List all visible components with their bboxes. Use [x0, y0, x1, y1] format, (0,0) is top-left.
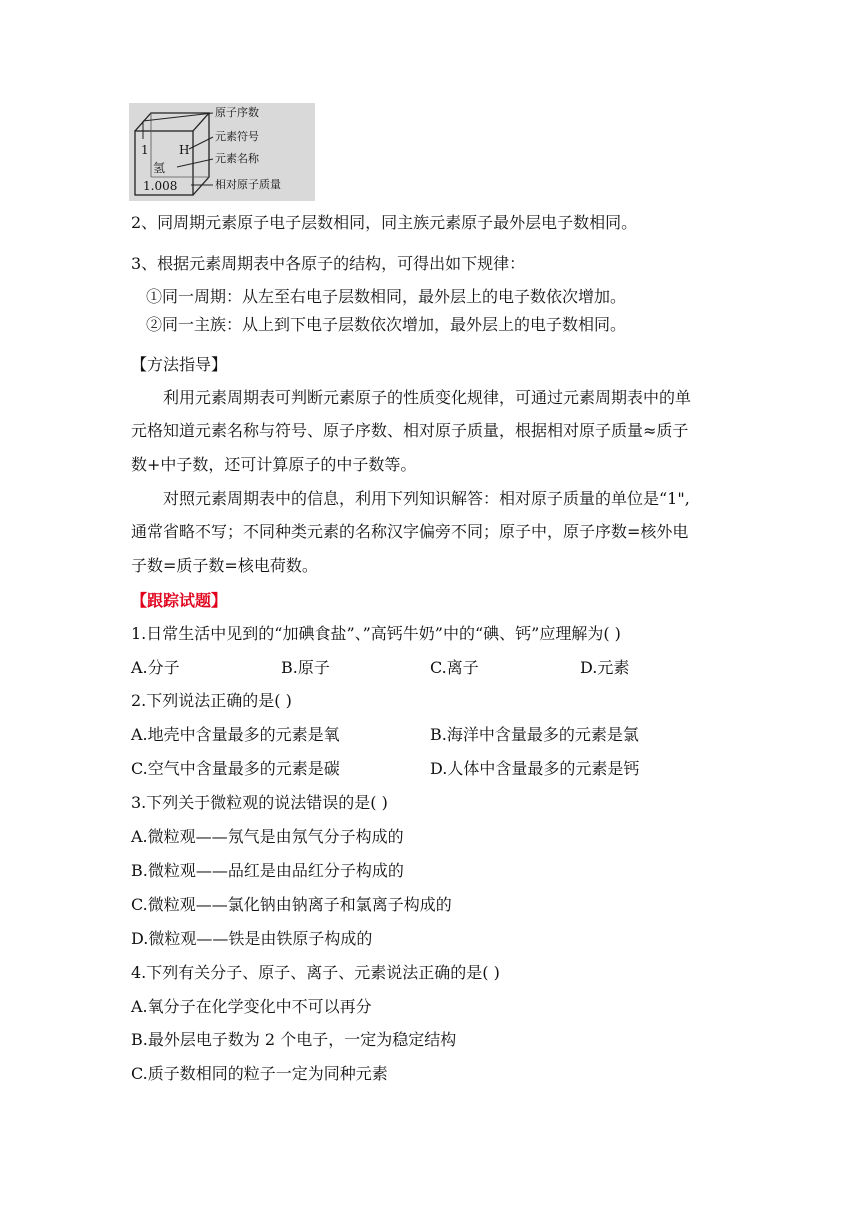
rule-period: ①同一周期：从左至右电子层数相同，最外层上的电子数依次增加。 — [146, 287, 627, 306]
paragraph-3: 3、根据元素周期表中各原子的结构，可得出如下规律： — [131, 254, 526, 273]
q4-option-a: A.氧分子在化学变化中不可以再分 — [131, 997, 372, 1016]
rule-group: ②同一主族：从上到下电子层数依次增加，最外层上的电子数相同。 — [146, 315, 627, 334]
q3-option-b: B.微粒观——品红是由品红分子构成的 — [131, 861, 404, 880]
q2-option-c: C.空气中含量最多的元素是碳 — [131, 759, 340, 778]
method-text-1c: 数+中子数，还可计算原子的中子数等。 — [131, 455, 417, 474]
q3-option-a: A.微粒观——氖气是由氖气分子构成的 — [131, 827, 404, 846]
question-2: 2.下列说法正确的是( ) — [131, 691, 292, 710]
element-name: 氢 — [153, 161, 166, 175]
question-1: 1.日常生活中见到的“加碘食盐”、”高钙牛奶”中的“碘、钙”应理解为( ) — [131, 624, 621, 643]
label-symbol: 元素符号 — [215, 130, 259, 143]
method-text-1a: 利用元素周期表可判断元素原子的性质变化规律，可通过元素周期表中的单 — [163, 388, 692, 407]
q4-option-b: B.最外层电子数为 2 个电子，一定为稳定结构 — [131, 1030, 457, 1049]
method-heading: 【方法指导】 — [131, 355, 228, 374]
method-text-2c: 子数=质子数=核电荷数。 — [131, 556, 318, 575]
q4-option-c: C.质子数相同的粒子一定为同种元素 — [131, 1064, 388, 1083]
q1-option-b: B.原子 — [281, 658, 330, 677]
element-symbol: H — [179, 143, 190, 157]
q3-option-d: D.微粒观——铁是由铁原子构成的 — [131, 929, 373, 948]
atomic-number: 1 — [141, 143, 149, 157]
q1-option-a: A.分子 — [131, 658, 180, 677]
method-text-2a: 对照元素周期表中的信息，利用下列知识解答：相对原子质量的单位是“1", — [163, 489, 690, 508]
method-text-2b: 通常省略不写；不同种类元素的名称汉字偏旁不同；原子中，原子序数=核外电 — [131, 522, 689, 541]
element-cell-figure — [129, 103, 315, 201]
atomic-mass: 1.008 — [143, 179, 178, 193]
question-3: 3.下列关于微粒观的说法错误的是( ) — [131, 793, 388, 812]
label-mass: 相对原子质量 — [215, 178, 281, 191]
q2-option-d: D.人体中含量最多的元素是钙 — [430, 759, 640, 778]
q2-option-a: A.地壳中含量最多的元素是氧 — [131, 725, 340, 744]
track-heading: 【跟踪试题】 — [131, 591, 228, 610]
q2-option-b: B.海洋中含量最多的元素是氯 — [430, 725, 639, 744]
label-atomic-number: 原子序数 — [215, 106, 259, 119]
q1-option-d: D.元素 — [580, 658, 630, 677]
paragraph-2: 2、同周期元素原子电子层数相同，同主族元素原子最外层电子数相同。 — [131, 213, 638, 232]
q3-option-c: C.微粒观——氯化钠由钠离子和氯离子构成的 — [131, 895, 452, 914]
q1-option-c: C.离子 — [430, 658, 479, 677]
question-4: 4.下列有关分子、原子、离子、元素说法正确的是( ) — [131, 963, 500, 982]
label-name: 元素名称 — [215, 152, 259, 165]
method-text-1b: 元格知道元素名称与符号、原子序数、相对原子质量，根据相对原子质量≈质子 — [131, 421, 689, 440]
